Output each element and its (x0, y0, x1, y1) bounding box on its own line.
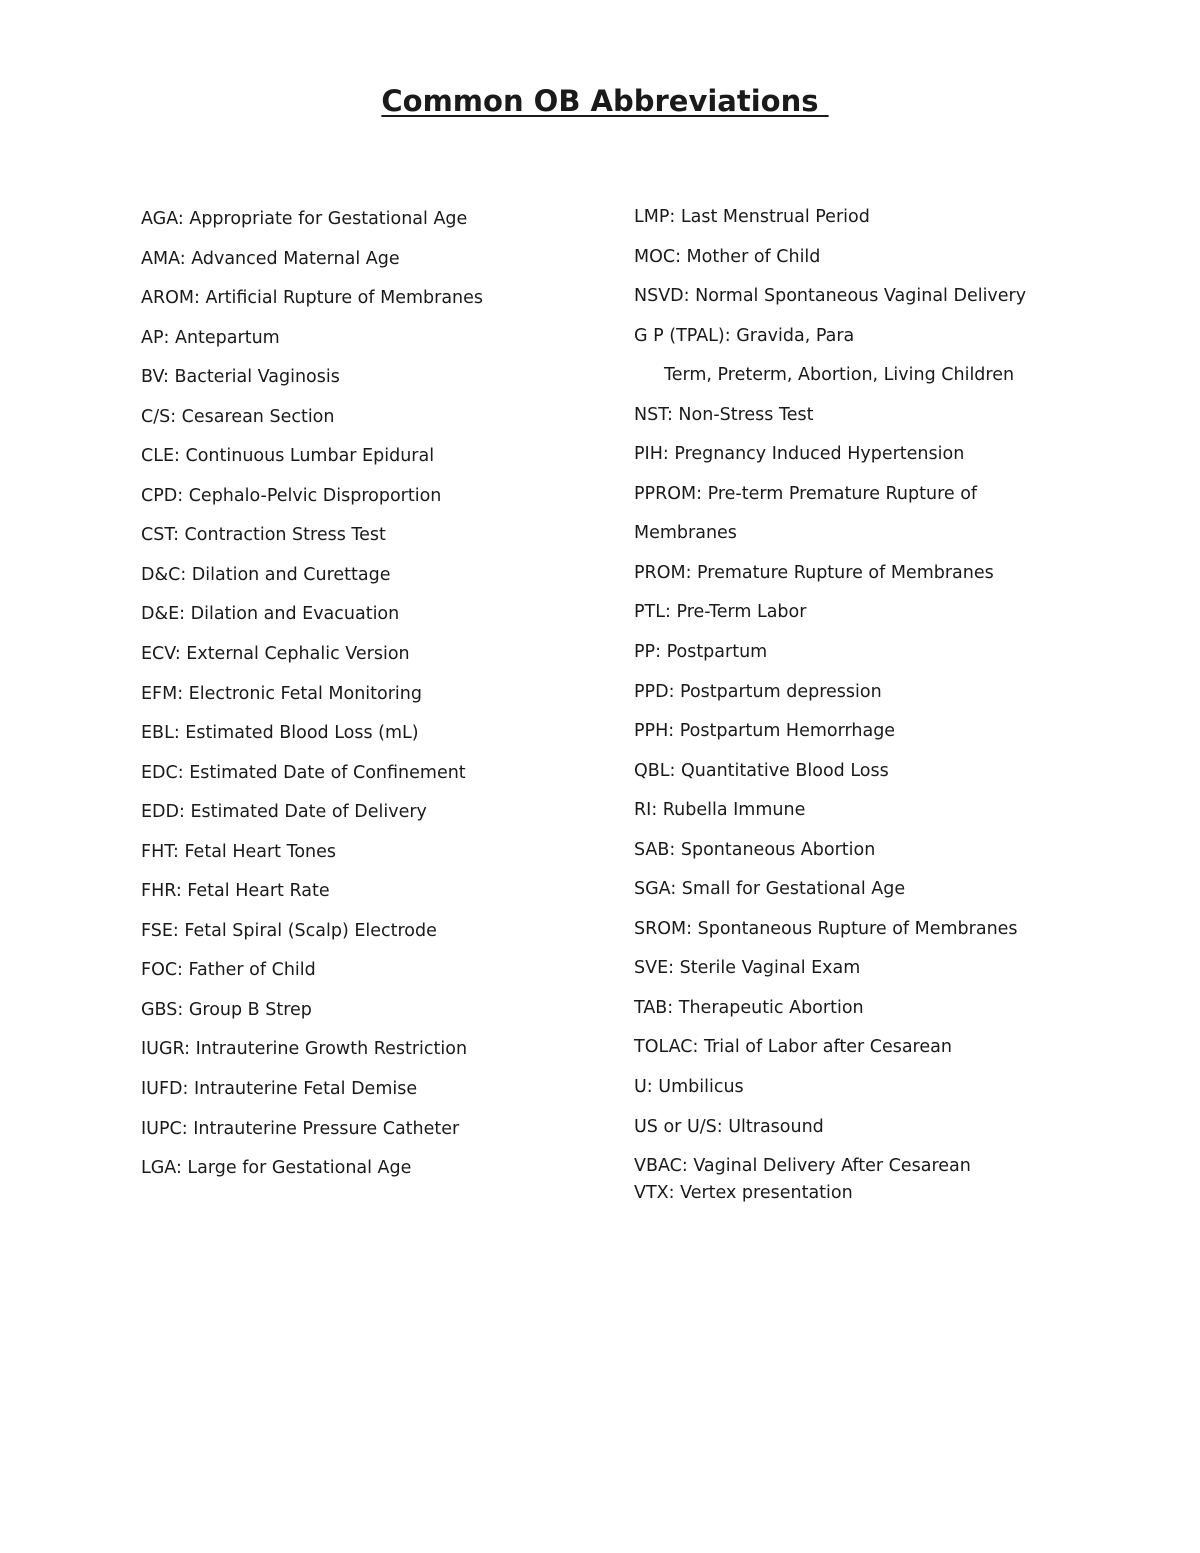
list-item: IUFD: Intrauterine Fetal Demise (141, 1079, 418, 1100)
list-item: PTL: Pre-Term Labor (634, 602, 807, 623)
list-item: PPROM: Pre-term Premature Rupture of (634, 483, 978, 504)
list-item: AP: Antepartum (141, 327, 280, 348)
list-item: BV: Bacterial Vaginosis (141, 367, 340, 388)
list-item: RI: Rubella Immune (634, 800, 806, 821)
list-item: NSVD: Normal Spontaneous Vaginal Delivery (634, 286, 1027, 307)
list-item: CLE: Continuous Lumbar Epidural (141, 446, 435, 467)
list-item: AROM: Artificial Rupture of Membranes (141, 288, 484, 309)
list-item: EFM: Electronic Fetal Monitoring (141, 683, 422, 704)
list-item: FOC: Father of Child (141, 960, 316, 981)
list-item: AGA: Appropriate for Gestational Age (141, 209, 468, 229)
list-item: IUPC: Intrauterine Pressure Catheter (141, 1118, 460, 1139)
list-item: CPD: Cephalo-Pelvic Disproportion (141, 485, 442, 506)
list-item-continuation: Membranes (634, 523, 737, 544)
list-item: VBAC: Vaginal Delivery After Cesarean (634, 1156, 971, 1177)
list-item: IUGR: Intrauterine Growth Restriction (141, 1039, 468, 1060)
list-item: TAB: Therapeutic Abortion (634, 997, 864, 1018)
list-item: LMP: Last Menstrual Period (634, 207, 870, 227)
list-item: EDD: Estimated Date of Delivery (141, 802, 427, 823)
list-item: G P (TPAL): Gravida, Para (634, 325, 855, 346)
list-item: SVE: Sterile Vaginal Exam (634, 958, 861, 979)
list-item: SAB: Spontaneous Abortion (634, 839, 876, 860)
list-item: FHR: Fetal Heart Rate (141, 881, 330, 902)
list-item: ECV: External Cephalic Version (141, 644, 410, 665)
right-column (634, 203, 1174, 1218)
list-item: PROM: Premature Rupture of Membranes (634, 562, 994, 583)
list-item: EBL: Estimated Blood Loss (mL) (141, 723, 419, 744)
list-item: SROM: Spontaneous Rupture of Membranes (634, 918, 1018, 939)
list-item: D&E: Dilation and Evacuation (141, 604, 400, 625)
list-item: FSE: Fetal Spiral (Scalp) Electrode (141, 920, 437, 941)
list-item: TOLAC: Trial of Labor after Cesarean (634, 1037, 952, 1058)
list-item: CST: Contraction Stress Test (141, 525, 386, 546)
list-item: PPH: Postpartum Hemorrhage (634, 721, 896, 742)
list-item: AMA: Advanced Maternal Age (141, 248, 400, 269)
list-item: LGA: Large for Gestational Age (141, 1158, 412, 1179)
list-item: VTX: Vertex presentation (634, 1182, 853, 1203)
list-item: PPD: Postpartum depression (634, 681, 882, 702)
left-column (141, 205, 601, 1194)
list-item: GBS: Group B Strep (141, 999, 312, 1020)
list-item: EDC: Estimated Date of Confinement (141, 762, 466, 783)
list-item: C/S: Cesarean Section (141, 406, 335, 427)
list-item: PP: Postpartum (634, 642, 768, 663)
list-item: FHT: Fetal Heart Tones (141, 841, 337, 862)
list-item: D&C: Dilation and Curettage (141, 564, 391, 585)
list-item-continuation: Term, Preterm, Abortion, Living Children (664, 365, 1015, 386)
list-item: QBL: Quantitative Blood Loss (634, 760, 889, 781)
list-item: SGA: Small for Gestational Age (634, 879, 906, 900)
list-item: NST: Non-Stress Test (634, 404, 814, 425)
page-title: Common OB Abbreviations (381, 84, 829, 118)
list-item: US or U/S: Ultrasound (634, 1116, 824, 1137)
list-item: U: Umbilicus (634, 1077, 744, 1098)
list-item: MOC: Mother of Child (634, 246, 821, 267)
list-item: PIH: Pregnancy Induced Hypertension (634, 444, 965, 465)
